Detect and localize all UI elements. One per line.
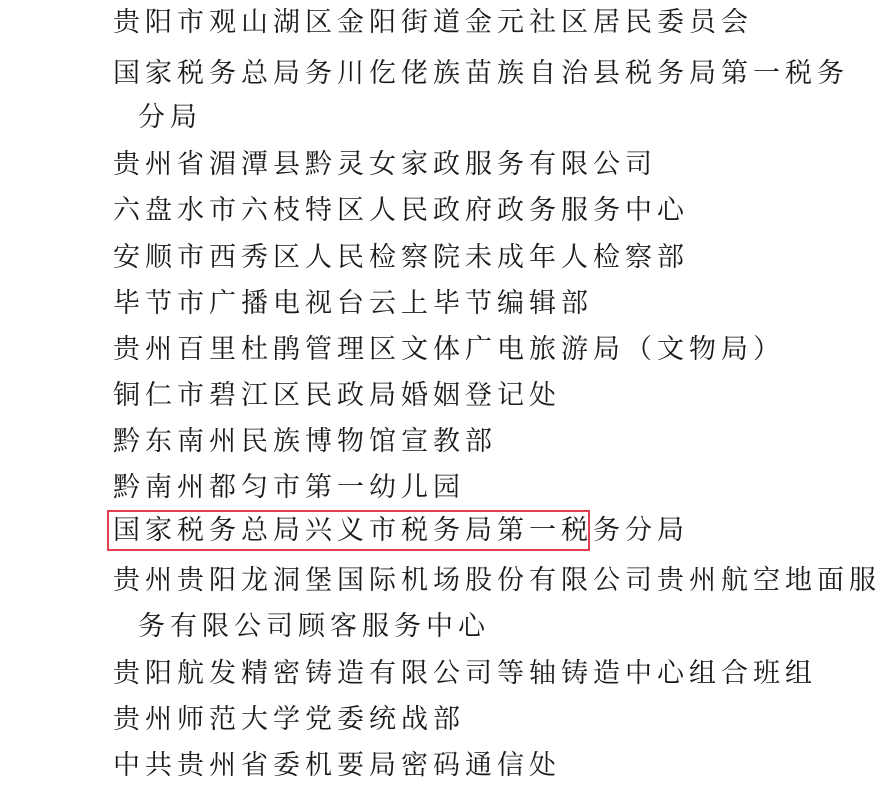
entry-line-continuation: 分局 [138,102,202,133]
entry-line: 国家税务总局务川仡佬族苗族自治县税务局第一税务 [113,58,849,89]
entry-line: 贵州百里杜鹃管理区文体广电旅游局（文物局） [113,334,785,365]
entry-line: 安顺市西秀区人民检察院未成年人检察部 [113,242,689,273]
entry-line-continuation: 务有限公司顾客服务中心 [138,611,490,642]
entry-line: 毕节市广播电视台云上毕节编辑部 [113,288,593,319]
entry-line: 铜仁市碧江区民政局婚姻登记处 [113,380,561,411]
entry-line: 黔东南州民族博物馆宣教部 [113,426,497,457]
entry-line: 中共贵州省委机要局密码通信处 [113,750,561,781]
highlight-box [107,510,590,551]
entry-line: 黔南州都匀市第一幼儿园 [113,472,465,503]
entry-line: 六盘水市六枝特区人民政府政务服务中心 [113,195,689,226]
entry-line: 贵州贵阳龙洞堡国际机场股份有限公司贵州航空地面服 [113,565,881,596]
entry-line: 贵州师范大学党委统战部 [113,704,465,735]
entry-line: 贵阳航发精密铸造有限公司等轴铸造中心组合班组 [113,658,817,689]
entry-line-highlighted: 国家税务总局兴义市税务局第一税务分局 [113,515,689,546]
entry-line: 贵阳市观山湖区金阳街道金元社区居民委员会 [113,7,753,38]
entry-line: 贵州省湄潭县黔灵女家政服务有限公司 [113,149,657,180]
